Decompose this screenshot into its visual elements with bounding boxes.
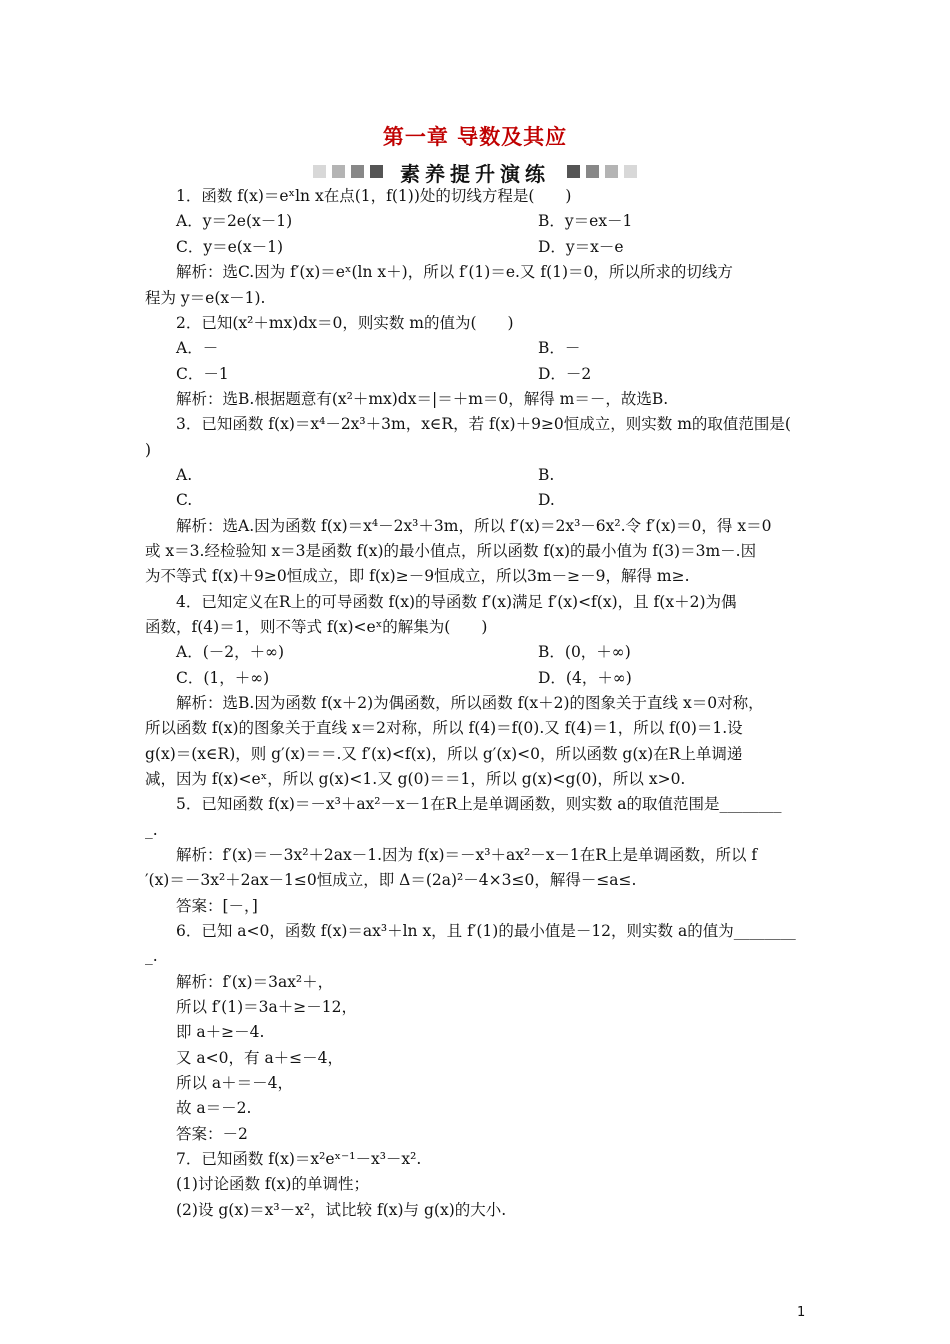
text-line: B．－: [538, 339, 581, 357]
text-line: ): [145, 441, 152, 459]
text-line: C.: [176, 491, 193, 509]
text-line: B.: [538, 466, 555, 484]
text-line: 即 a＋≥－4.: [176, 1023, 265, 1041]
banner-title: 素养提升演练: [400, 161, 550, 186]
banner-square: [586, 165, 599, 178]
text-line: 所以 a＋＝－4，: [176, 1074, 294, 1092]
text-line: C．y＝e(x－1): [176, 238, 283, 256]
text-line: 程为 y＝e(x－1).: [145, 289, 266, 307]
text-line: 故 a＝－2.: [176, 1099, 252, 1117]
text-line: 7．已知函数 f(x)＝x²eˣ⁻¹－x³－x².: [176, 1150, 422, 1168]
text-line: _.: [145, 947, 158, 965]
banner-square: [605, 165, 618, 178]
banner-square: [332, 165, 345, 178]
banner-right-squares: [564, 163, 640, 182]
text-line: _.: [145, 821, 158, 839]
text-line: B．(0，＋∞): [538, 643, 631, 661]
text-line: A．－: [176, 339, 219, 357]
text-line: 5．已知函数 f(x)＝－x³＋ax²－x－1在R上是单调函数，则实数 a的取值范围是________: [176, 795, 782, 813]
text-line: 函数，f(4)＝1，则不等式 f(x)<eˣ的解集为( ): [145, 618, 488, 636]
banner-square: [624, 165, 637, 178]
text-line: 解析：选B.因为函数 f(x＋2)为偶函数，所以函数 f(x＋2)的图象关于直线 x＝0对称，: [176, 694, 764, 712]
banner-square: [370, 165, 383, 178]
text-line: 答案：[－，]: [176, 897, 258, 915]
text-line: 减，因为 f(x)<eˣ，所以 g(x)<1.又 g(0)＝＝1，所以 g(x)<g(0)，所以 x>0.: [145, 770, 686, 788]
banner-square: [567, 165, 580, 178]
text-line: 解析：选B.根据题意有(x²＋mx)dx＝|＝＋m＝0，解得 m＝－，故选B.: [176, 390, 669, 408]
text-line: 或 x＝3.经检验知 x＝3是函数 f(x)的最小值点，所以函数 f(x)的最小值为 f(3)＝3m－.因: [145, 542, 757, 560]
text-line: A.: [176, 466, 193, 484]
text-line: 1．函数 f(x)＝eˣln x在点(1，f(1))处的切线方程是( ): [176, 187, 572, 205]
text-line: D．y＝x－e: [538, 238, 624, 256]
text-line: 3．已知函数 f(x)＝x⁴－2x³＋3m，x∈R，若 f(x)＋9≥0恒成立，则实数 m的取值范围是(: [176, 415, 791, 433]
text-line: C．－1: [176, 365, 229, 383]
text-line: 解析：选C.因为 f′(x)＝eˣ(ln x＋)，所以 f′(1)＝e.又 f(1)＝0，所以所求的切线方: [176, 263, 733, 281]
text-line: 又 a<0，有 a＋≤－4，: [176, 1049, 344, 1067]
text-line: 为不等式 f(x)＋9≥0恒成立，即 f(x)≥－9恒成立，所以3m－≥－9，解得 m≥.: [145, 567, 690, 585]
text-line: ′(x)＝－3x²＋2ax－1≤0恒成立，即 Δ＝(2a)²－4×3≤0，解得－≤a≤.: [145, 871, 637, 889]
text-line: C．(1，＋∞): [176, 669, 270, 687]
text-line: 所以函数 f(x)的图象关于直线 x＝2对称，所以 f(4)＝f(0).又 f(4)＝1，所以 f(0)＝1.设: [145, 719, 743, 737]
chapter-title: 第一章 导数及其应: [382, 125, 568, 149]
text-line: 解析：选A.因为函数 f(x)＝x⁴－2x³＋3m，所以 f′(x)＝2x³－6x².令 f′(x)＝0，得 x＝0: [176, 517, 772, 535]
text-line: 所以 f′(1)＝3a＋≥－12，: [176, 998, 357, 1016]
banner-square: [313, 165, 326, 178]
text-line: (1)讨论函数 f(x)的单调性；: [176, 1175, 369, 1193]
text-line: B．y＝ex－1: [538, 212, 633, 230]
text-line: (2)设 g(x)＝x³－x²，试比较 f(x)与 g(x)的大小.: [176, 1201, 507, 1219]
text-line: D．(4，＋∞): [538, 669, 632, 687]
text-line: 答案：－2: [176, 1125, 248, 1143]
page-number: 1: [797, 1305, 806, 1320]
text-line: 解析：f′(x)＝3ax²＋，: [176, 973, 334, 991]
text-line: 6．已知 a<0，函数 f(x)＝ax³＋ln x，且 f′(1)的最小值是－12，则实数 a的值为________: [176, 922, 796, 940]
text-line: 解析：f′(x)＝－3x²＋2ax－1.因为 f(x)＝－x³＋ax²－x－1在R上是单调函数，所以 f: [176, 846, 758, 864]
text-line: D.: [538, 491, 555, 509]
banner-left-squares: [310, 163, 386, 182]
text-line: 2．已知(x²＋mx)dx＝0，则实数 m的值为( ): [176, 314, 514, 332]
text-line: D．－2: [538, 365, 592, 383]
text-line: g(x)＝(x∈R)，则 g′(x)＝＝.又 f′(x)<f(x)，所以 g′(x)<0，所以函数 g(x)在R上单调递: [145, 745, 743, 763]
text-line: A．(－2，＋∞): [176, 643, 285, 661]
text-line: 4．已知定义在R上的可导函数 f(x)的导函数 f′(x)满足 f′(x)<f(x)，且 f(x＋2)为偶: [176, 593, 737, 611]
banner-square: [351, 165, 364, 178]
text-line: A．y＝2e(x－1): [176, 212, 293, 230]
section-banner: [0, 158, 950, 186]
